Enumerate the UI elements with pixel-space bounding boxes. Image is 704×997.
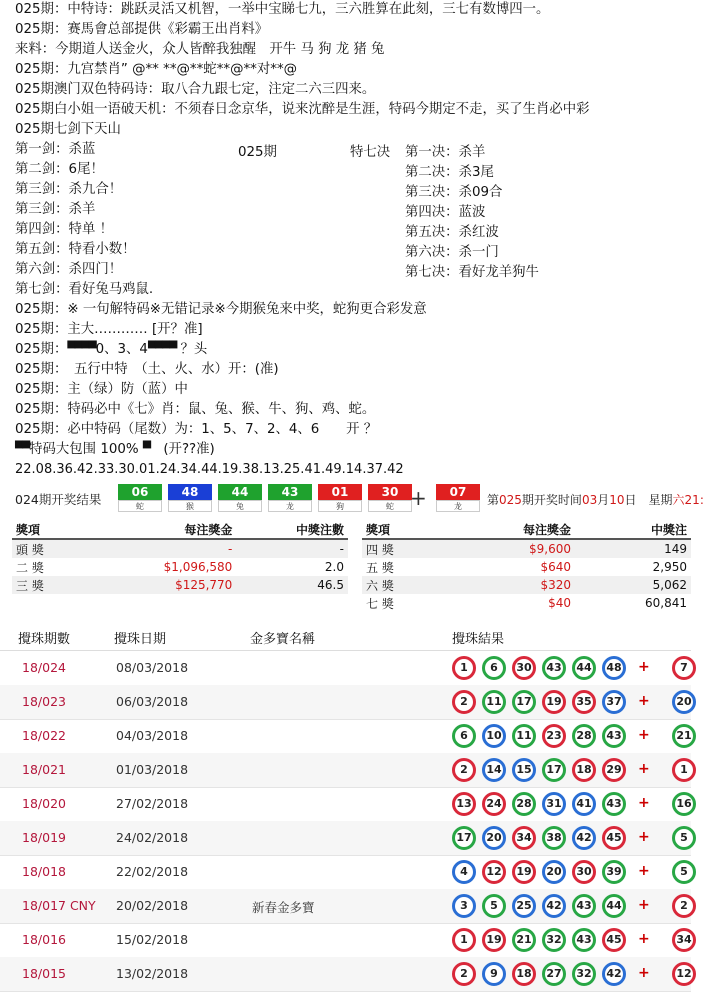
result-ball: 1 <box>452 656 476 680</box>
draw-ball-zodiac: 龙 <box>436 500 480 512</box>
result-ball: 23 <box>542 724 566 748</box>
table-row[interactable] <box>0 651 691 686</box>
prize-name: 七 獎 <box>366 596 394 611</box>
result-ball: 35 <box>572 690 596 714</box>
draw-ball-number: 48 <box>168 484 212 500</box>
col-header: 獎項 <box>362 520 445 539</box>
result-ball: 29 <box>602 758 626 782</box>
result-ball: 27 <box>542 962 566 986</box>
result-ball: 20 <box>482 826 506 850</box>
draw-ball <box>436 484 480 512</box>
result-ball: 34 <box>512 826 536 850</box>
extra-ball: 1 <box>672 758 696 782</box>
draw-issue: 18/016 <box>22 932 66 947</box>
result-ball: 3 <box>452 894 476 918</box>
plus-sign: + <box>638 761 650 777</box>
result-ball: 10 <box>482 724 506 748</box>
prize-count: 46.5 <box>236 576 348 594</box>
prize-name: 六 獎 <box>362 576 445 594</box>
jue-line: 第三决：杀09合 <box>405 185 503 200</box>
col-header-name: 金多寶名稱 <box>250 632 316 647</box>
plus-sign: + <box>638 931 650 947</box>
draw-name: 新春金多寶 <box>252 900 315 915</box>
extra-ball: 5 <box>672 860 696 884</box>
prize-count: 149 <box>575 539 691 558</box>
result-ball: 44 <box>572 656 596 680</box>
draw-ball-zodiac: 蛇 <box>118 500 162 512</box>
result-ball: 6 <box>452 724 476 748</box>
result-ball: 2 <box>452 962 476 986</box>
draw-ball-zodiac: 蛇 <box>368 500 412 512</box>
result-ball: 18 <box>512 962 536 986</box>
draw-ball-number: 44 <box>218 484 262 500</box>
plus-sign: + <box>638 693 650 709</box>
number-string: 22.08.36.42.33.30.01.24.34.44.19.38.13.25.41.49.14.37.42 <box>15 462 404 477</box>
sword-line: 第三剑：杀九合！ <box>15 182 123 197</box>
prize-row <box>362 576 691 594</box>
draw-ball-zodiac: 兔 <box>218 500 262 512</box>
jue-line: 第一决：杀羊 <box>405 145 486 160</box>
next-prefix: 第 <box>487 493 500 507</box>
baowei-line <box>15 441 215 459</box>
text-line: 025期澳门双色特码诗：取八合九跟七定，注定二六三四来。 <box>15 82 376 97</box>
table-row[interactable] <box>0 753 691 788</box>
prize-row <box>12 539 348 558</box>
result-ball: 41 <box>572 792 596 816</box>
result-ball: 42 <box>572 826 596 850</box>
sword-line: 第三剑：杀羊 <box>15 202 96 217</box>
result-ball: 37 <box>602 690 626 714</box>
next-month: 03 <box>581 493 598 507</box>
plus-sign: + <box>638 659 650 675</box>
next-draw-info <box>487 491 704 508</box>
extra-ball: 12 <box>672 962 696 986</box>
prize-amount: $320 <box>445 576 575 594</box>
text-line: 025期：九宫禁肖” @** **@**蛇**@**对**@ <box>15 62 298 77</box>
text-line: 025期：赛馬會总部提供《彩霸王出肖料》 <box>15 22 269 37</box>
result-ball: 28 <box>512 792 536 816</box>
result-ball: 39 <box>602 860 626 884</box>
plus-sign: + <box>638 727 650 743</box>
prize-row <box>12 576 348 594</box>
result-ball: 13 <box>452 792 476 816</box>
prize-amount: $40 <box>548 596 572 610</box>
next-m: 月 <box>597 493 610 507</box>
prize-amount: $9,600 <box>445 539 575 558</box>
prize-row <box>362 594 691 612</box>
result-ball: 21 <box>512 928 536 952</box>
col-header: 中獎注 <box>575 520 691 539</box>
result-ball: 19 <box>482 928 506 952</box>
result-ball: 11 <box>482 690 506 714</box>
draw-issue: 18/021 <box>22 762 66 777</box>
result-ball: 17 <box>512 690 536 714</box>
sword-line: 第七剑：看好兔马鸡鼠. <box>15 282 154 297</box>
draw-issue: 18/024 <box>22 660 66 675</box>
draw-ball-number: 30 <box>368 484 412 500</box>
draw-ball <box>218 484 262 512</box>
result-ball: 19 <box>542 690 566 714</box>
sword-line: 第六剑：杀四门！ <box>15 262 123 277</box>
next-mid: 期开奖时间 <box>521 493 582 507</box>
draw-issue: 18/022 <box>22 728 66 743</box>
prize-name: 二 獎 <box>16 560 44 575</box>
draw-ball <box>268 484 312 512</box>
result-ball: 2 <box>452 758 476 782</box>
table-row[interactable] <box>0 855 691 890</box>
result-ball: 9 <box>482 962 506 986</box>
prize-amount: $640 <box>540 560 572 574</box>
col-header: 獎項 <box>12 520 83 539</box>
plus-sign: + <box>638 965 650 981</box>
draw-date: 04/03/2018 <box>116 728 189 743</box>
tail-label: 025期： <box>15 342 68 357</box>
draw-ball-number: 43 <box>268 484 312 500</box>
prize-count: 60,841 <box>645 596 687 610</box>
extra-ball: 16 <box>672 792 696 816</box>
mid-label: 025期 <box>238 145 277 160</box>
text-line: 025期七剑下天山 <box>15 122 121 137</box>
sword-line: 第四剑：特单 ！ <box>15 222 113 237</box>
draw-ball-number: 06 <box>118 484 162 500</box>
prize-name: 三 獎 <box>12 576 83 594</box>
extra-ball: 21 <box>672 724 696 748</box>
next-day: 10 <box>609 493 625 507</box>
draw-ball-zodiac: 龙 <box>268 500 312 512</box>
result-ball: 44 <box>602 894 626 918</box>
result-ball: 28 <box>572 724 596 748</box>
mid-label-2: 特七决 <box>350 145 391 160</box>
col-header-issue: 攪珠期數 <box>18 632 71 647</box>
tail-numbers: 0、3、4 <box>95 342 148 357</box>
jue-line: 第四决：蓝波 <box>405 205 486 220</box>
draw-ball <box>118 484 162 512</box>
draw-date: 27/02/2018 <box>116 796 189 811</box>
extra-ball: 7 <box>672 656 696 680</box>
block-glyphs: ▀▀ <box>15 442 30 457</box>
col-header: 每注獎金 <box>83 520 236 539</box>
sword-line: 第二剑：6尾！ <box>15 162 104 177</box>
result-ball: 43 <box>542 656 566 680</box>
text-line: 025期白小姐一语破天机：不须春日念京华，说来沈醉是生涯，特码今期定不走，买了生肖必中彩 <box>15 102 590 117</box>
sword-line: 第一剑：杀蓝 <box>15 142 96 157</box>
prize-amount: $125,770 <box>83 576 236 594</box>
prize-table-right <box>362 520 691 612</box>
prize-name: 頭 獎 <box>12 539 83 558</box>
text-line: 来料：今期道人送金火，众人皆醉我独醒 开牛 马 狗 龙 猪 兔 <box>15 42 385 57</box>
result-ball: 4 <box>452 860 476 884</box>
draw-ball-zodiac: 猴 <box>168 500 212 512</box>
result-ball: 18 <box>572 758 596 782</box>
draw-ball <box>168 484 212 512</box>
draw-label: 024期开奖结果 <box>15 492 102 507</box>
jue-line: 第五决：杀红波 <box>405 225 499 240</box>
result-ball: 2 <box>452 690 476 714</box>
draw-date: 01/03/2018 <box>116 762 189 777</box>
draw-issue: 18/018 <box>22 864 66 879</box>
extra-ball: 2 <box>672 894 696 918</box>
block-glyphs: ▀▀▀▀ <box>67 342 96 357</box>
plus-sign: + <box>638 897 650 913</box>
table-row[interactable] <box>0 821 691 856</box>
extra-ball: 5 <box>672 826 696 850</box>
result-ball: 24 <box>482 792 506 816</box>
table-row[interactable] <box>0 719 691 754</box>
text-line: 025期：必中特码（尾数）为：1、5、7、2、4、6 开 ？ <box>15 422 378 437</box>
tail-line <box>15 341 207 359</box>
result-ball: 45 <box>602 826 626 850</box>
result-ball: 43 <box>602 792 626 816</box>
prize-count: 2.0 <box>324 560 344 574</box>
table-row[interactable] <box>0 957 691 992</box>
table-row[interactable] <box>0 889 691 924</box>
draw-issue: 18/019 <box>22 830 66 845</box>
draw-ball <box>318 484 362 512</box>
block-glyphs: ▀▀▀▀ <box>147 342 177 357</box>
result-ball: 43 <box>572 928 596 952</box>
prize-row <box>12 558 348 576</box>
result-ball: 42 <box>542 894 566 918</box>
result-ball: 45 <box>602 928 626 952</box>
results-header <box>0 624 691 651</box>
col-header: 中獎注數 <box>236 520 348 539</box>
prize-count: 5,062 <box>575 576 691 594</box>
text-line: 025期： 五行中特 （土、火、水）开：(准) <box>15 362 279 377</box>
draw-date: 06/03/2018 <box>116 694 189 709</box>
tail-suffix: ？头 <box>176 342 208 357</box>
draw-issue: 18/017 CNY <box>22 898 96 913</box>
sword-line: 第五剑：特看小数！ <box>15 242 136 257</box>
result-ball: 11 <box>512 724 536 748</box>
draw-ball-number: 01 <box>318 484 362 500</box>
prize-amount: $1,096,580 <box>163 560 233 574</box>
text-line: 025期：特码必中《七》肖：鼠、兔、猴、牛、狗、鸡、蛇。 <box>15 402 376 417</box>
result-ball: 12 <box>482 860 506 884</box>
result-ball: 42 <box>602 962 626 986</box>
plus-sign: + <box>638 863 650 879</box>
result-ball: 1 <box>452 928 476 952</box>
prize-count: 2,950 <box>652 560 687 574</box>
result-ball: 17 <box>452 826 476 850</box>
col-header-date: 攪珠日期 <box>114 632 167 647</box>
result-ball: 30 <box>512 656 536 680</box>
result-ball: 32 <box>572 962 596 986</box>
plus-sign: + <box>638 829 650 845</box>
result-ball: 6 <box>482 656 506 680</box>
draw-date: 15/02/2018 <box>116 932 189 947</box>
draw-issue: 18/015 <box>22 966 66 981</box>
extra-ball: 34 <box>672 928 696 952</box>
text-line: 025期：主大………… [开？准] <box>15 322 203 337</box>
result-ball: 48 <box>602 656 626 680</box>
draw-ball <box>368 484 412 512</box>
prize-table-left <box>12 520 348 594</box>
prize-row <box>362 539 691 558</box>
table-row[interactable] <box>0 923 691 958</box>
result-ball: 20 <box>542 860 566 884</box>
text-line: 025期：主（绿）防（蓝）中 <box>15 382 188 397</box>
prize-count: - <box>236 539 348 558</box>
jue-line: 第六决：杀一门 <box>405 245 499 260</box>
prize-amount: - <box>83 539 236 558</box>
result-ball: 25 <box>512 894 536 918</box>
jue-line: 第七决：看好龙羊狗牛 <box>405 265 539 280</box>
extra-ball: 20 <box>672 690 696 714</box>
draw-date: 24/02/2018 <box>116 830 189 845</box>
text-line: 025期：※ 一句解特码※无错记录※今期猴兔来中奖，蛇狗更合彩发意 <box>15 302 427 317</box>
next-weekday: 六 <box>672 493 685 507</box>
result-ball: 14 <box>482 758 506 782</box>
table-row[interactable] <box>0 787 691 822</box>
draw-issue: 18/023 <box>22 694 66 709</box>
result-ball: 17 <box>542 758 566 782</box>
result-ball: 31 <box>542 792 566 816</box>
prize-name: 五 獎 <box>366 560 394 575</box>
result-ball: 43 <box>572 894 596 918</box>
draw-date: 08/03/2018 <box>116 660 189 675</box>
prize-row <box>362 558 691 576</box>
baowei-open: (开??准) <box>149 442 215 457</box>
jue-line: 第二决：杀3尾 <box>405 165 494 180</box>
result-ball: 5 <box>482 894 506 918</box>
result-ball: 19 <box>512 860 536 884</box>
result-ball: 43 <box>602 724 626 748</box>
prize-name: 四 獎 <box>362 539 445 558</box>
next-issue: 025 <box>499 493 522 507</box>
draw-ball-zodiac: 狗 <box>318 500 362 512</box>
next-time: 21: <box>684 493 704 507</box>
draw-ball-number: 07 <box>436 484 480 500</box>
draw-issue: 18/020 <box>22 796 66 811</box>
table-row[interactable] <box>0 685 691 720</box>
draw-date: 22/02/2018 <box>116 864 189 879</box>
baowei-text: 特码大包围 100% <box>29 442 143 457</box>
result-ball: 30 <box>572 860 596 884</box>
next-d: 日 星期 <box>624 493 673 507</box>
draw-date: 20/02/2018 <box>116 898 189 913</box>
result-ball: 15 <box>512 758 536 782</box>
col-header: 每注獎金 <box>445 520 575 539</box>
text-line: 025期：中特诗：跳跃灵活又机智，一举中宝睇七九，三六胜算在此刻，三七有数博四一。 <box>15 2 550 17</box>
draw-date: 13/02/2018 <box>116 966 189 981</box>
result-ball: 32 <box>542 928 566 952</box>
result-ball: 38 <box>542 826 566 850</box>
block-glyphs: ▀ <box>142 442 150 457</box>
col-header-result: 攪珠結果 <box>452 632 505 647</box>
plus-sign: + <box>638 795 650 811</box>
plus-sign: + <box>410 486 427 510</box>
